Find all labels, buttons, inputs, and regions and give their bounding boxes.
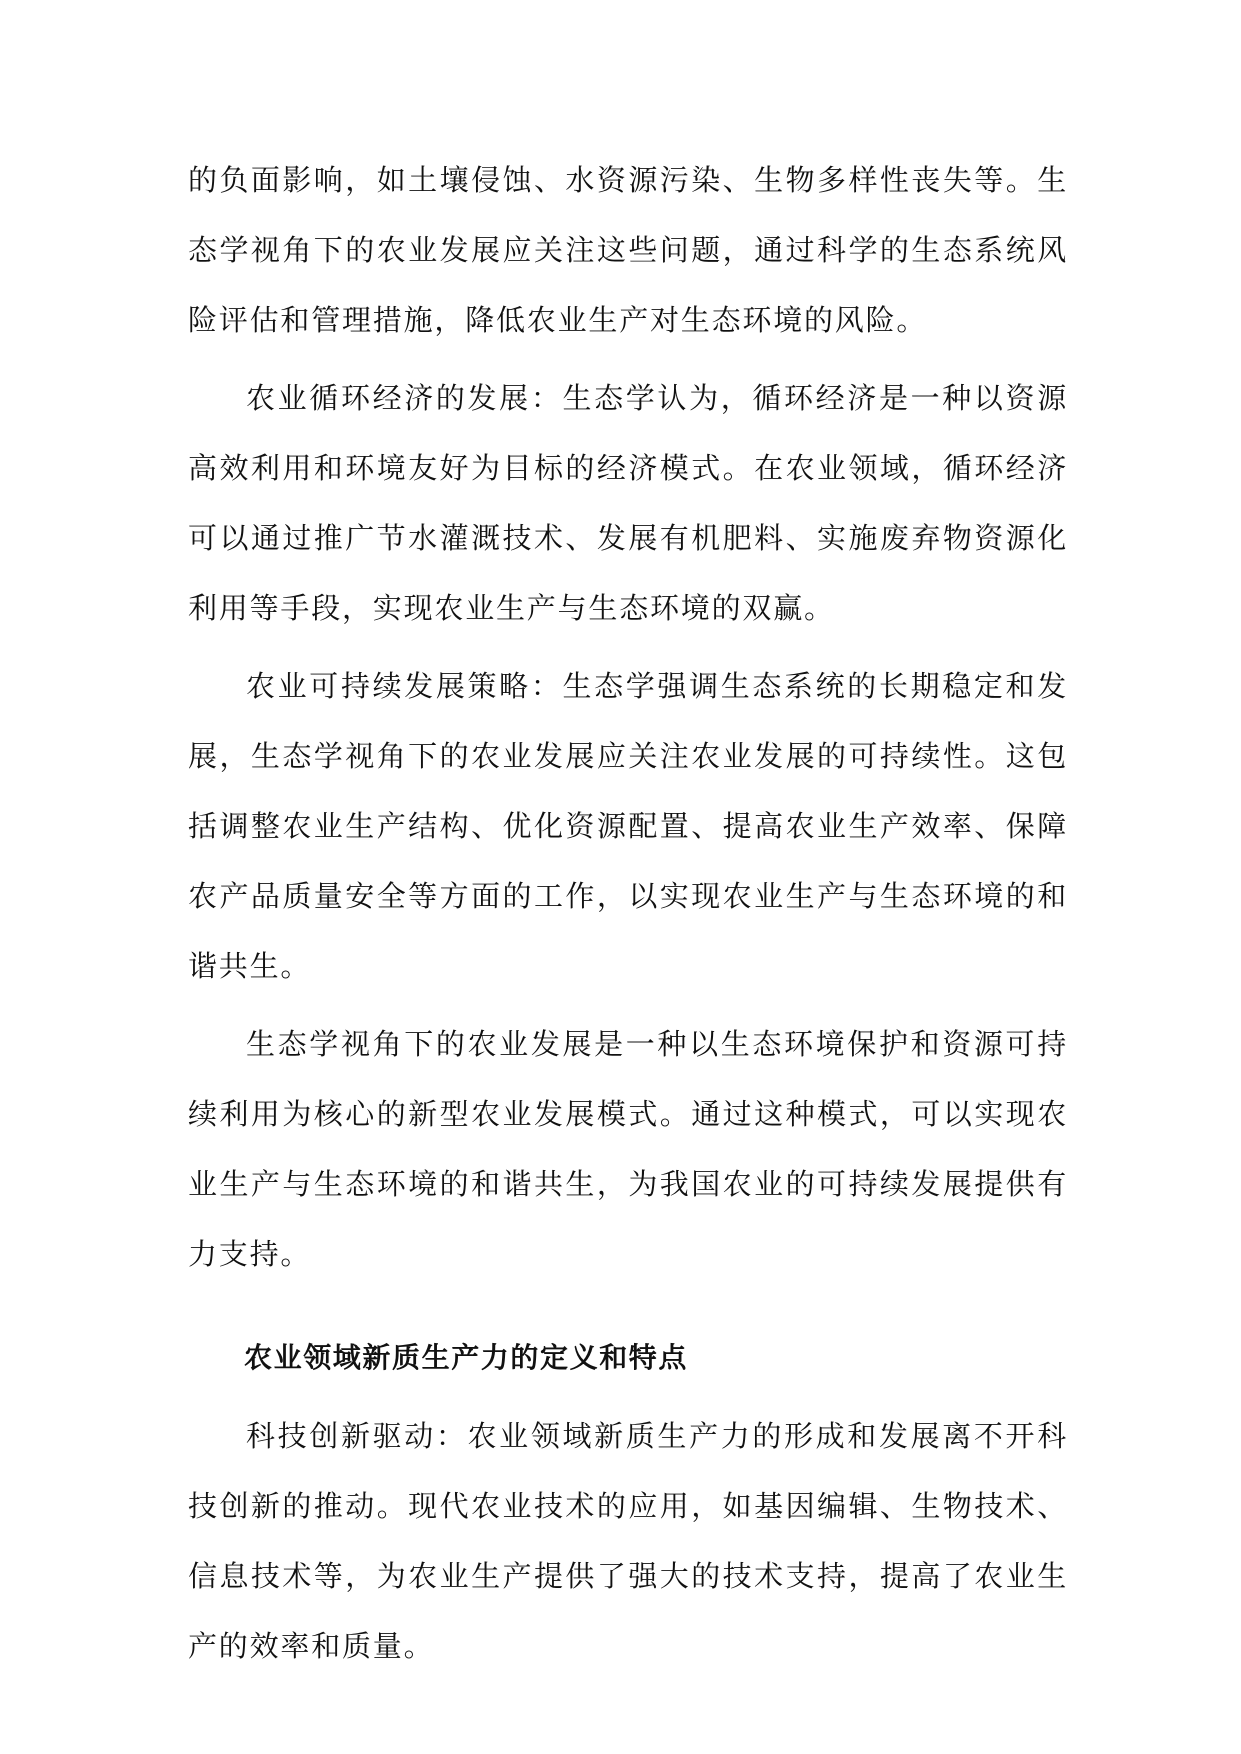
paragraph-sustainable-strategy: 农业可持续发展策略：生态学强调生态系统的长期稳定和发展，生态学视角下的农业发展应关注农业发展的可持续性。这包括调整农业生产结构、优化资源配置、提高农业生产效率、保障农产品质量安全等方面的工作，以实现农业生产与生态环境的和谐共生。 [188, 669, 1068, 983]
section-heading: 农业领域新质生产力的定义和特点 [244, 1341, 689, 1374]
paragraph-tech-innovation: 科技创新驱动：农业领域新质生产力的形成和发展离不开科技创新的推动。现代农业技术的应用，如基因编辑、生物技术、信息技术等，为农业生产提供了强大的技术支持，提高了农业生产的效率和质量。 [188, 1419, 1068, 1663]
paragraph-summary: 生态学视角下的农业发展是一种以生态环境保护和资源可持续利用为核心的新型农业发展模式。通过这种模式，可以实现农业生产与生态环境的和谐共生，为我国农业的可持续发展提供有力支持。 [188, 1027, 1068, 1271]
paragraph-circular-economy: 农业循环经济的发展：生态学认为，循环经济是一种以资源高效利用和环境友好为目标的经济模式。在农业领域，循环经济可以通过推广节水灌溉技术、发展有机肥料、实施废弃物资源化利用等手段，实现农业生产与生态环境的双赢。 [188, 381, 1068, 625]
paragraph-continuation: 的负面影响，如土壤侵蚀、水资源污染、生物多样性丧失等。生态学视角下的农业发展应关注这些问题，通过科学的生态系统风险评估和管理措施，降低农业生产对生态环境的风险。 [188, 163, 1068, 337]
document-body [188, 145, 1068, 1689]
